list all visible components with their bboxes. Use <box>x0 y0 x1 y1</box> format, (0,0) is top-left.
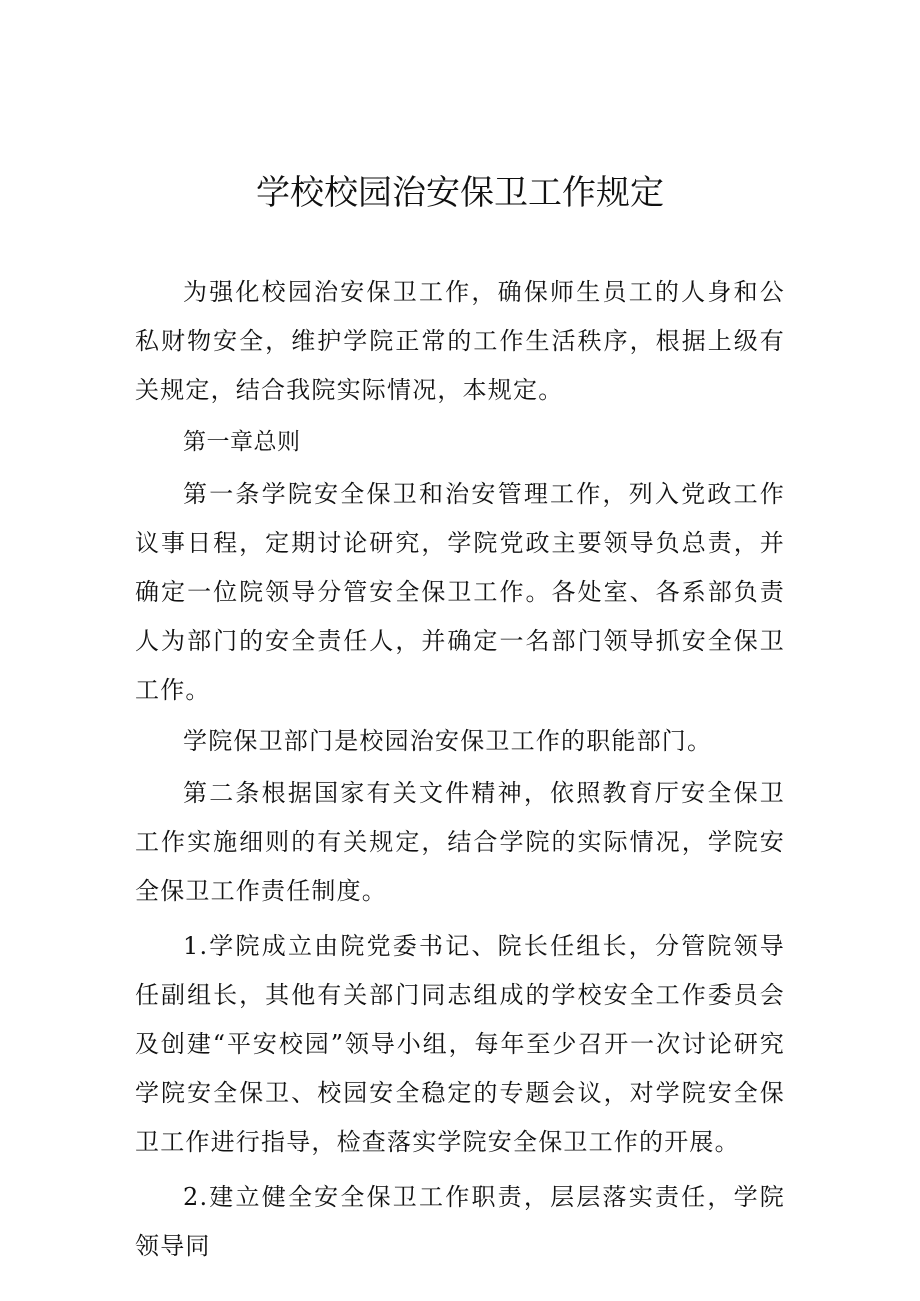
article-1-paragraph: 第一条学院安全保卫和治安管理工作，列入党政工作议事日程，定期讨论研究，学院党政主要领导负总责，并确定一位院领导分管安全保卫工作。各处室、各系部负责人为部门的安全责任人，并确定一名部门领导抓安全保卫工作。 <box>135 480 785 704</box>
document-title: 学校校园治安保卫工作规定 <box>256 173 664 213</box>
chapter-heading: 第一章总则 <box>183 429 301 455</box>
document-body <box>135 268 785 1271</box>
item-1-paragraph: 1.学院成立由院党委书记、院长任组长，分管院领导任副组长，其他有关部门同志组成的学校安全工作委员会及创建“平安校园”领导小组，每年至少召开一次讨论研究学院安全保卫、校园安全稳定的专题会议，对学院安全保卫工作进行指导，检查落实学院安全保卫工作的开展。 <box>135 932 785 1156</box>
article-1-note-paragraph: 学院保卫部门是校园治安保卫工作的职能部门。 <box>183 727 713 755</box>
item-2-paragraph: 2.建立健全安全保卫工作职责，层层落实责任，学院领导同 <box>135 1183 785 1260</box>
article-2-paragraph: 第二条根据国家有关文件精神，依照教育厅安全保卫工作实施细则的有关规定，结合学院的实际情况，学院安全保卫工作责任制度。 <box>135 779 785 905</box>
intro-paragraph: 为强化校园治安保卫工作，确保师生员工的人身和公私财物安全，维护学院正常的工作生活秩序，根据上级有关规定，结合我院实际情况，本规定。 <box>135 278 785 404</box>
